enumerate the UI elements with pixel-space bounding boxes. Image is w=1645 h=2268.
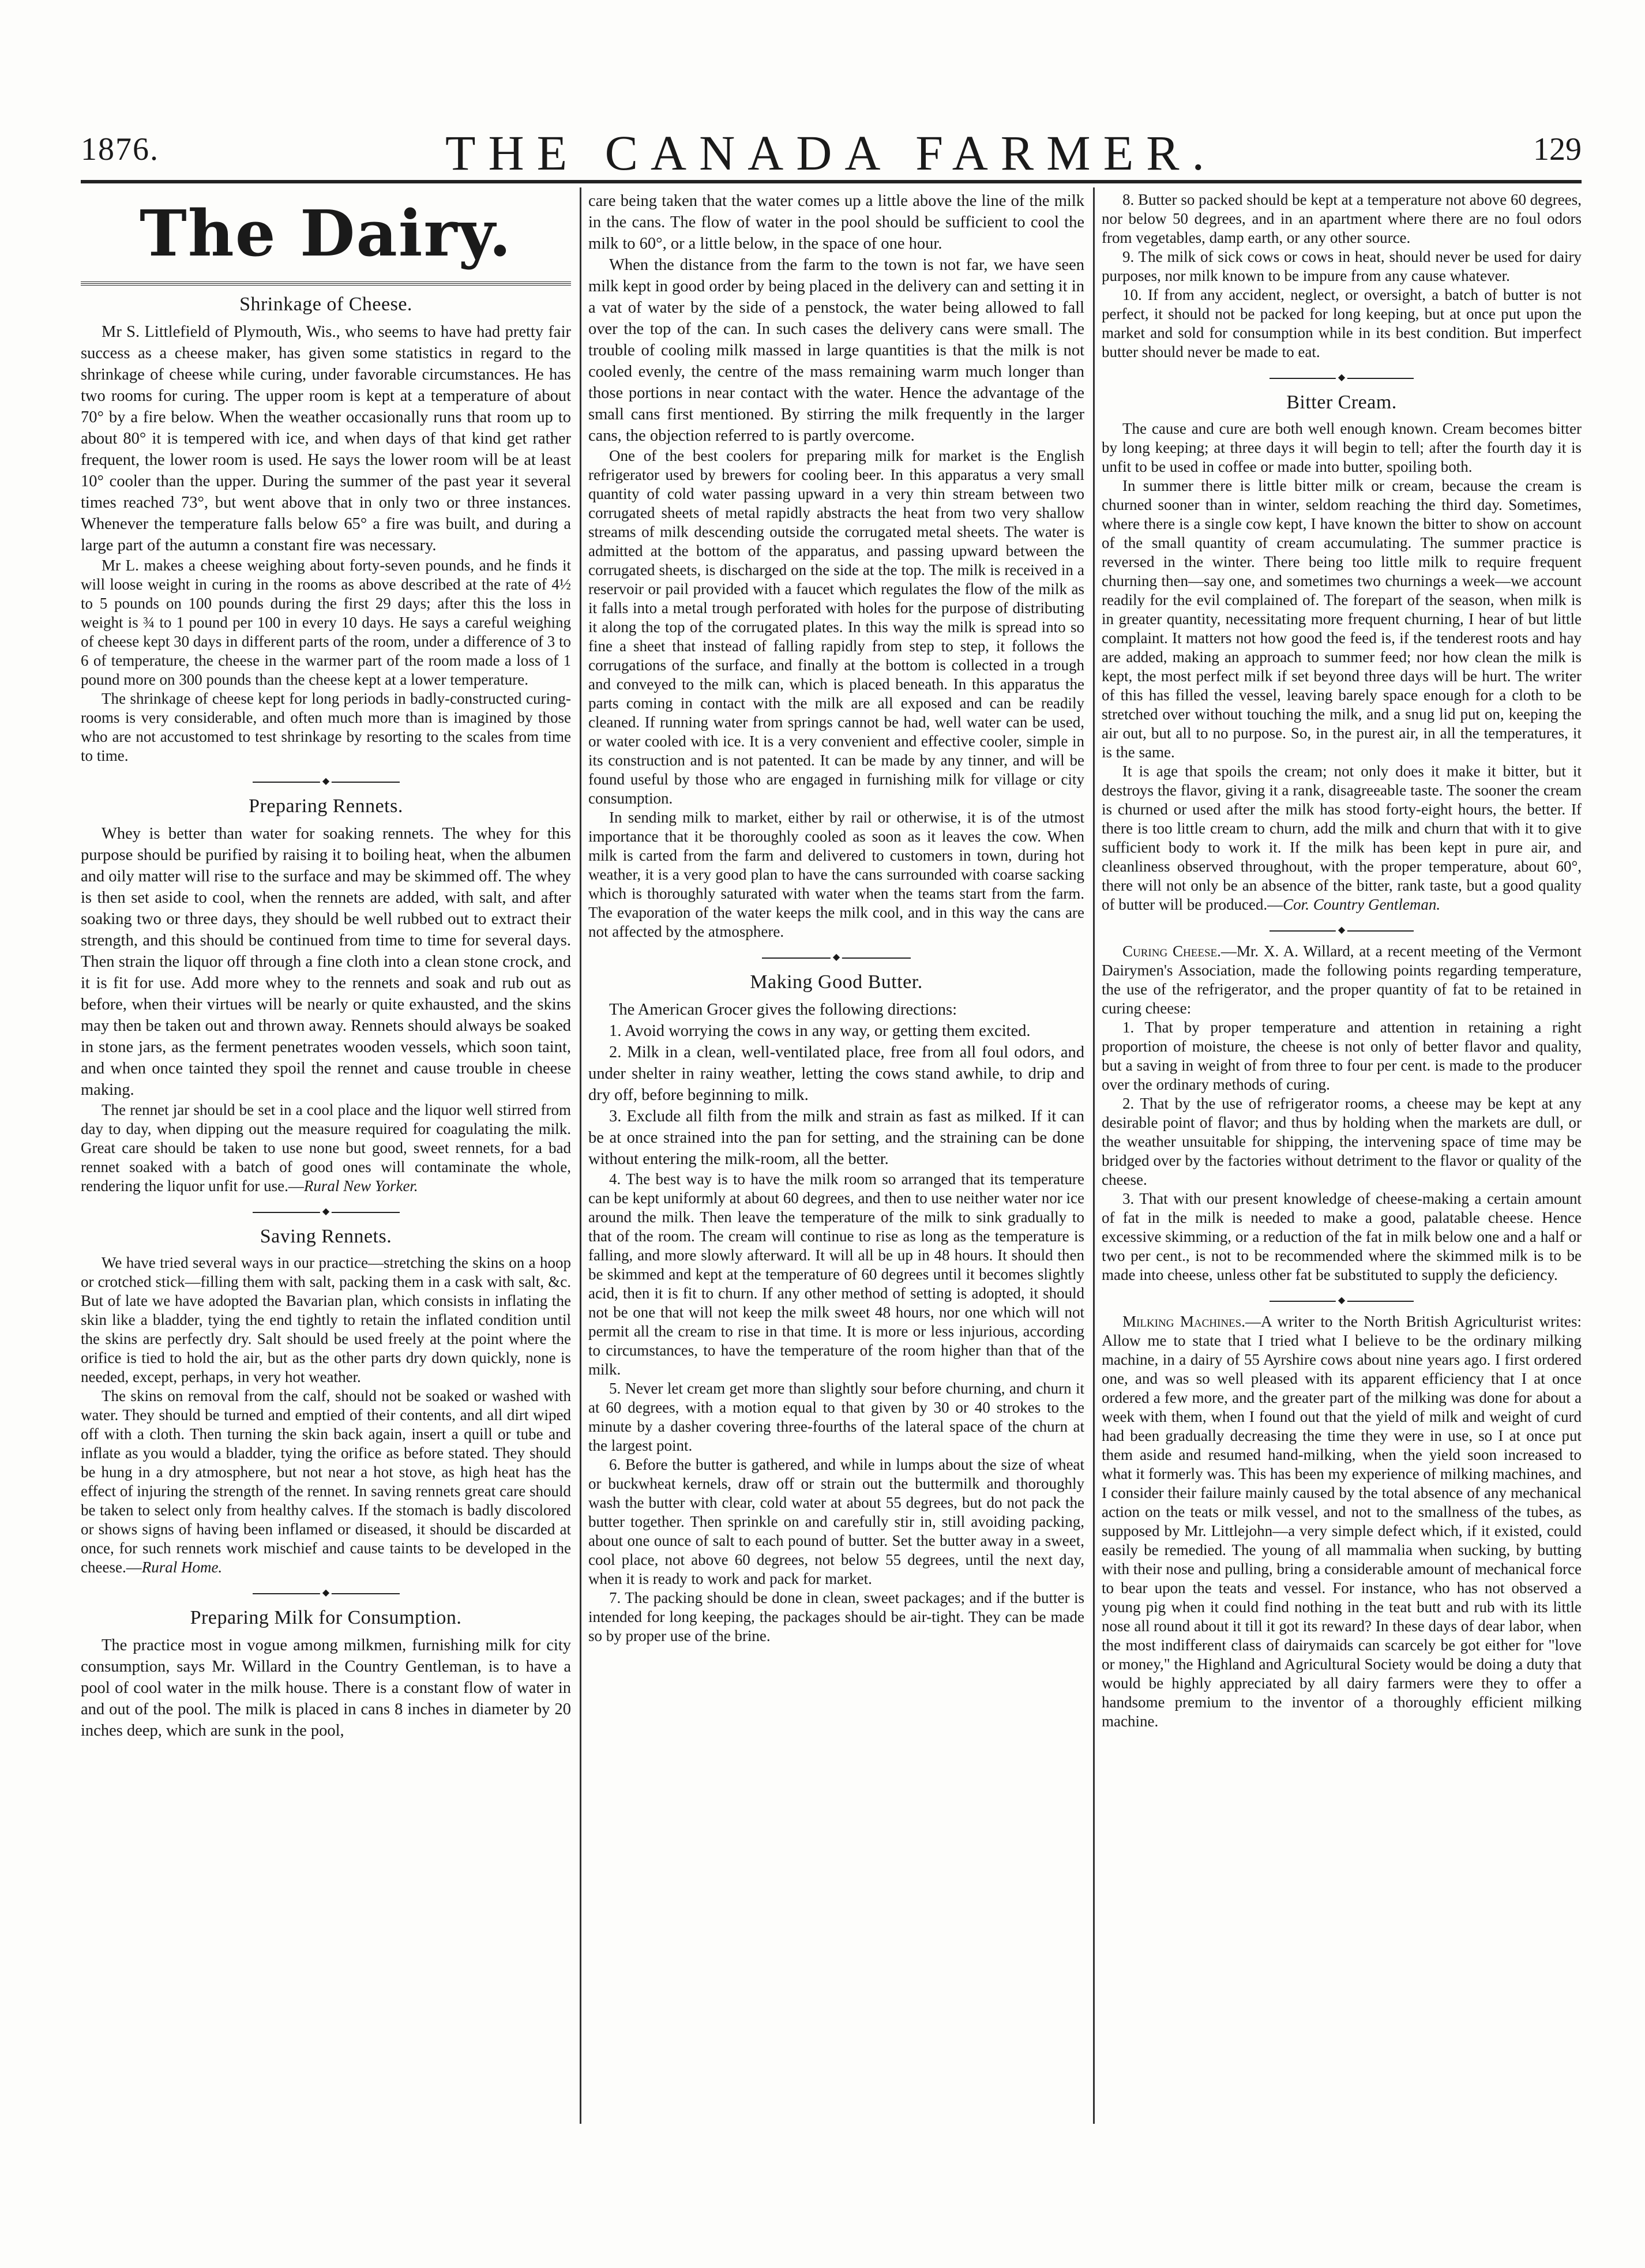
article-paragraph [81,1387,571,1577]
article-paragraph [1102,942,1582,1018]
section-ornament: ◆ [1102,1295,1582,1308]
article-paragraph: care being taken that the water comes up a little above the line of the milk in the cans. The flow of water in the pool should be sufficient to cool the milk to 60°, or a little below, in the space of one hour. [588,192,1084,253]
source-credit: Rural New Yorker. [303,1177,418,1195]
newspaper-title: THE CANADA FARMER. [445,125,1218,181]
article-paragraph: Mr L. makes a cheese weighing about forty-seven pounds, and he finds it will loose weight in curing in the rooms as above described at the rate of 4½ to 5 pounds on 100 pounds during the first 29 days; after this the loss in weight is ¾ to 1 pound per 100 in every 10 days. He says a careful weighing of cheese kept 30 days in different parts of the room, under a difference of 3 to 6 of temperature, the cheese in the warmer part of the room made a loss of 1 pound more on 300 pounds than the cheese kept at a lower temperature. [81,557,571,688]
numbered-item: 3. That with our present knowledge of cheese-making a certain amount of fat in the milk is needed to make a good, palatable cheese. Hence excessive skimming, or a reduction of the fat in milk below one and a half or two per cent., is not to be recommended where the skimmed milk is to be made into cheese, unless other fat be substituted to supply the deficiency. [1102,1190,1582,1283]
article-paragraph [1102,762,1582,914]
article-paragraph: We have tried several ways in our practice—stretching the skins on a hoop or crotched stick—filling them with salt, packing them in a cask with salt, &c. But of late we have adopted the Bavarian plan, which consists in inflating the skin like a bladder, tying the end tightly to retain the inflated condition until the skins are perfectly dry. Salt should be used freely at the point where the orifice is tied to hold the air, but as the other parts dry down quickly, none is needed, except, perhaps, in very hot weather. [81,1254,571,1385]
numbered-item: 6. Before the butter is gathered, and while in lumps about the size of wheat or buckwheat kernels, draw off or strain out the buttermilk and thoroughly wash the butter with clear, cold water at about 55 degrees, but do not pack the butter together. Then sprinkle on and carefully stir in, still avoiding packing, about one ounce of salt to each pound of butter. Set the butter away in a sweet, cool place, not above 60 degrees, not below 55 degrees, until the next day, when it is ready to work and pack for market. [588,1456,1084,1587]
column-1 [81,190,571,2205]
numbered-item: 9. The milk of sick cows or cows in heat, should never be used for dairy purposes, nor milk known to be impure from any cause whatever. [1102,248,1582,284]
article-paragraph: In sending milk to market, either by rail or otherwise, it is of the utmost importance that it be thoroughly cooled as soon as it leaves the cow. When milk is carted from the farm and delivered to customers in town, during hot weather, it is a very good plan to have the cans surrounded with coarse sacking which is thoroughly saturated with water when the teams start from the farm. The evaporation of the water keeps the milk cool, and in this way the cans are not affected by the atmosphere. [588,809,1084,940]
source-credit: Cor. Country Gentleman. [1283,896,1441,913]
numbered-item: 2. Milk in a clean, well-ventilated place, free from all foul odors, and under shelter in rainy weather, letting the cows stand awhile, to drip and dry off, before beginning to milk. [588,1043,1084,1104]
section-ornament: ◆ [1102,925,1582,937]
article-paragraph: The cause and cure are both well enough known. Cream becomes bitter by long keeping; at three days it will begin to tell; after the fourth day it is unfit to be used in coffee or made into butter, spoiling both. [1102,420,1582,475]
section-ornament: ◆ [588,952,1084,964]
article-heading: Saving Rennets. [260,1226,392,1247]
numbered-item: 2. That by the use of refrigerator rooms, a cheese may be kept at any desirable point of flavor; and thus by holding when the markets are dull, or the weather unsuitable for shipping, the intervening space of time may be bridged over by the factories without detriment to the flavor or quality of the cheese. [1102,1095,1582,1188]
paragraph-text: —Mr. X. A. Willard, at a recent meeting of the Vermont Dairymen's Association, made the following points regarding temperature, the use of the refrigerator, and the proper quantity of fat to be retained in curing cheese: [1102,943,1582,1017]
article-paragraph: Mr S. Littlefield of Plymouth, Wis., who seems to have had pretty fair success as a cheese maker, has given some statistics in regard to the shrinkage of cheese while curing, under favorable circumstances. He has two rooms for curing. The upper room is kept at a temperature of about 70° by a fire below. When the weather occasionally runs that room up to about 80° it is tempered with ice, and when days of that kind get rather frequent, the lower room is used. He says the lower room will be at least 10° cooler than the upper. During the summer of the past year it several times reached 73°, but went above that in only two or three instances. Whenever the temperature falls below 65° a fire was built, and during a large part of the autumn a constant fire was necessary. [81,323,571,554]
numbered-item: 1. Avoid worrying the cows in any way, or getting them excited. [609,1022,1031,1040]
article-paragraph: One of the best coolers for preparing milk for market is the English refrigerator used by brewers for cooling beer. In this apparatus a very small quantity of cold water passing upward in a very thin stream between two corrugated sheets of metal rapidly abstracts the heat from two very shallow streams of milk descending outside the corrugated metal sheets. The water is admitted at the bottom of the apparatus, and passing upward between the corrugated sheets, is discharged on the side at the top. The milk is received in a reservoir or pail provided with a faucet which regulates the flow of the milk as it falls into a metal trough perforated with holes for the purpose of distributing it along the top of the corrugated plates. In this way the milk is spread into so fine a sheet that instead of falling rapidly from step to step, it follows the corrugations of the surface, and finally at the bottom is collected in a trough and conveyed to the milk can, which is placed beneath. In this apparatus the parts coming in contact with the milk are all exposed and can be readily cleaned. If running water from springs cannot be had, well water can be used, or water cooled with ice. It is a very convenient and effective cooler, simple in its construction and is not patented. It can be made by any tinner, and will be found useful by those who are engaged in furnishing milk for village or city consumption. [588,447,1084,807]
masthead-rule [81,180,1582,183]
article-paragraph [81,1101,571,1196]
article-heading: Preparing Milk for Consumption. [190,1607,462,1628]
article-paragraph: When the distance from the farm to the town is not far, we have seen milk kept in good order by being placed in the delivery can and setting it in a vat of water by the side of a penstock, the water being allowed to fall over the top of the can. In such cases the delivery cans were small. The trouble of cooling milk massed in large quantities is that the milk is not cooled evenly, the centre of the mass remaining warm much longer than those portions in near contact with the water. Hence the advantage of the small cans first mentioned. By stirring the milk frequently in the larger cans, the objection referred to is partly overcome. [588,256,1084,445]
article-paragraph: The shrinkage of cheese kept for long periods in badly-constructed curing-rooms is very considerable, and often much more than is imagined by those who are not accustomed to test shrinkage by resorting to the scales from time to time. [81,690,571,764]
section-ornament: ◆ [81,1206,571,1219]
run-in-heading: Curing Cheese. [1122,943,1221,960]
paragraph-text: The rennet jar should be set in a cool place and the liquor well stirred from day to day, when dipping out the measure required for coagulating the milk. Great care should be taken to use none but good, sweet rennets, for a bad rennet soaked with a batch of good ones will contaminate the whole, rendering the liquor unfit for use.— [81,1101,571,1195]
article-paragraph: In summer there is little bitter milk or cream, because the cream is churned sooner than in winter, seldom reaching the third day. Sometimes, where there is a single cow kept, I have known the bitter to show on account of the small quantity of cream accumulating. The summer practice is reversed in the winter. There being too little milk to require frequent churning then—say one, and sometimes two churnings a week—we account readily for the evil complained of. The forepart of the season, when milk is in greater quantity, necessitating more frequent churning, I hear of but little complaint. It matters not how good the feed is, if the tenderest roots and hay are added, making an approach to summer feed; nor how clean the milk is kept, the most perfect milk if set beyond three days will be hurt. The writer of this has filled the vessel, leaving barely space enough for a cloth to be stretched over without touching the milk, and a snug lid put on, keeping the air out, but all to no purpose. So, in the purest air, in all the temperatures, it is the same. [1102,477,1582,761]
column-2 [588,190,1084,2205]
article-paragraph [1102,1312,1582,1731]
numbered-item: 4. The best way is to have the milk room so arranged that its temperature can be kept uniformly at about 60 degrees, and then to use neither water nor ice around the milk. Then leave the temperature of the milk to sink gradually to that of the room. The cream will continue to rise as long as the temperature is falling, and more slowly afterward. It will all be up in 48 hours. It should then be skimmed and kept at the temperature of 60 degrees until it becomes slightly acid, then it is fit to churn. If any other method of setting is adopted, it should not be one that will not keep the milk sweet 48 hours, nor one which will not permit all the cream to rise in that time. It is more or less injurious, according to circumstances, to have the temperature of the room higher than that of the milk. [588,1170,1084,1378]
source-credit: Rural Home. [141,1559,223,1576]
numbered-item: 10. If from any accident, neglect, or oversight, a batch of butter is not perfect, it should not be packed for long keeping, but at once put upon the market and sold for consumption while in its best condition. But imperfect butter should never be made to eat. [1102,286,1582,361]
numbered-item: 5. Never let cream get more than slightly sour before churning, and churn it at 60 degrees, with a motion equal to that given by 30 or 40 strokes to the minute by a dasher covering three-fourths of the lateral space of the churn at the largest point. [588,1380,1084,1454]
article-heading: Shrinkage of Cheese. [239,294,412,315]
column-divider [580,187,581,2124]
department-heading: The Dairy. [139,196,513,271]
issue-year: 1876. [81,132,159,167]
section-ornament: ◆ [81,776,571,788]
section-ornament: ◆ [1102,372,1582,385]
paragraph-text: It is age that spoils the cream; not only does it make it bitter, but it destroys the flavor, giving it a rank, disagreeable taste. The sooner the cream is churned or used after the milk has stood forty-eight hours, the better. If there is too little cream to churn, add the milk and churn that with it to give sufficient body to work it. If the milk has been kept in pure air, and cleanliness observed throughout, with the proper temperature, about 60°, there will not only be an absence of the bitter, rank taste, but a good quality of butter will be produced.— [1102,763,1582,913]
article-paragraph: The practice most in vogue among milkmen, furnishing milk for city consumption, says Mr. Willard in the Country Gentleman, is to have a pool of cool water in the milk house. There is a constant flow of water in and out of the pool. The milk is placed in cans 8 inches in diameter by 20 inches deep, which are sunk in the pool, [81,1636,571,1740]
article-heading: Bitter Cream. [1286,392,1397,413]
article-heading: Preparing Rennets. [249,795,403,817]
run-in-heading: Milking Machines. [1122,1313,1245,1330]
numbered-item: 3. Exclude all filth from the milk and strain as fast as milked. If it can be at once strained into the pan for setting, and the straining can be done without entering the milk-room, all the better. [588,1107,1084,1168]
page-number: 129 [1533,132,1582,167]
section-ornament: ◆ [81,1587,571,1600]
numbered-item: 7. The packing should be done in clean, sweet packages; and if the butter is intended for long keeping, the packages should be air-tight. They can be made so by proper use of the brine. [588,1589,1084,1644]
article-heading: Making Good Butter. [750,971,923,993]
paragraph-text: The skins on removal from the calf, should not be soaked or washed with water. They should be turned and emptied of their contents, and all dirt wiped off with a cloth. Then turning the skin back again, insert a quill or tube and inflate as you would a bladder, tying the orifice as before stated. They should be hung in a dry atmosphere, but not near a hot stove, as high heat has the effect of injuring the strength of the rennet. In saving rennets great care should be taken to select only from healthy calves. If the stomach is badly discolored or shows signs of having been inflamed or diseased, it should be discarded at once, for such rennets work mischief and cause taints to be developed in the cheese.— [81,1387,571,1576]
article-paragraph: The American Grocer gives the following directions: [609,1001,957,1019]
heading-rule [81,281,571,286]
masthead [81,124,1582,181]
paragraph-text: —A writer to the North British Agriculturist writes: Allow me to state that I tried what I believe to be the ordinary milking machine, in a dairy of 55 Ayrshire cows about nine years ago. I first ordered one, and was so well pleased with its apparent efficiency that I at once ordered a few more, and the greater part of the milking was done for about a week with them, when I found out that the yield of milk and weight of curd had been gradually decreasing the time they were in use, so I at once put them aside and resumed hand-milking, when the yield soon increased to what it formerly was. This has been my experience of milking machines, and I consider their failure mainly caused by the total absence of any mechanical action on the teats or milk vessel, and not to the smallness of the tubes, as supposed by Mr. Littlejohn—a very simple defect which, if it existed, could easily be remedied. The young of all mammalia when sucking, by butting with their nose and pulling, bring a considerable amount of mechanical force to bear upon the teats and vessel. For instance, who has not observed a young pig when it could find nothing in the teat butt and rub with its little nose all round about it till it got its reward? In these days of dear labor, when the most indifferent class of dairymaids can scarcely be got either for "love or money," the Highland and Agricultural Society would be doing a duty that would be highly appreciated by all dairy farmers were they to offer a handsome premium to the inventor of a thoroughly efficient milking machine. [1102,1313,1582,1730]
article-paragraph: Whey is better than water for soaking rennets. The whey for this purpose should be purified by raising it to boiling heat, when the albumen and oily matter will rise to the surface and may be skimmed off. The whey is then set aside to cool, when the rennets are added, with salt, and after soaking two or three days, they should be well rubbed out to extract their strength, and this should be continued from time to time for several days. Then strain the liquor off through a fine cloth into a clean stone crock, and it is fit for use. Add more whey to the rennets and soak and rub out as before, when their virtues will be nearly or quite exhausted, and the skins may then be taken out and thrown away. Rennets should always be soaked in stone jars, as the ferment penetrates wooden vessels, which soon taint, and when once tainted they spoil the rennet and cause trouble in cheese making. [81,825,571,1099]
numbered-item: 8. Butter so packed should be kept at a temperature not above 60 degrees, nor below 50 degrees, and in an apartment where there are no foul odors from vegetables, damp earth, or any other source. [1102,191,1582,246]
column-divider [1093,187,1095,2124]
column-3 [1102,190,1582,2205]
numbered-item: 1. That by proper temperature and attention in retaining a right proportion of moisture, the cheese is not only of better flavor and quality, but a saving in weight of from three to four per cent. is made to the producer over the ordinary methods of curing. [1102,1019,1582,1093]
